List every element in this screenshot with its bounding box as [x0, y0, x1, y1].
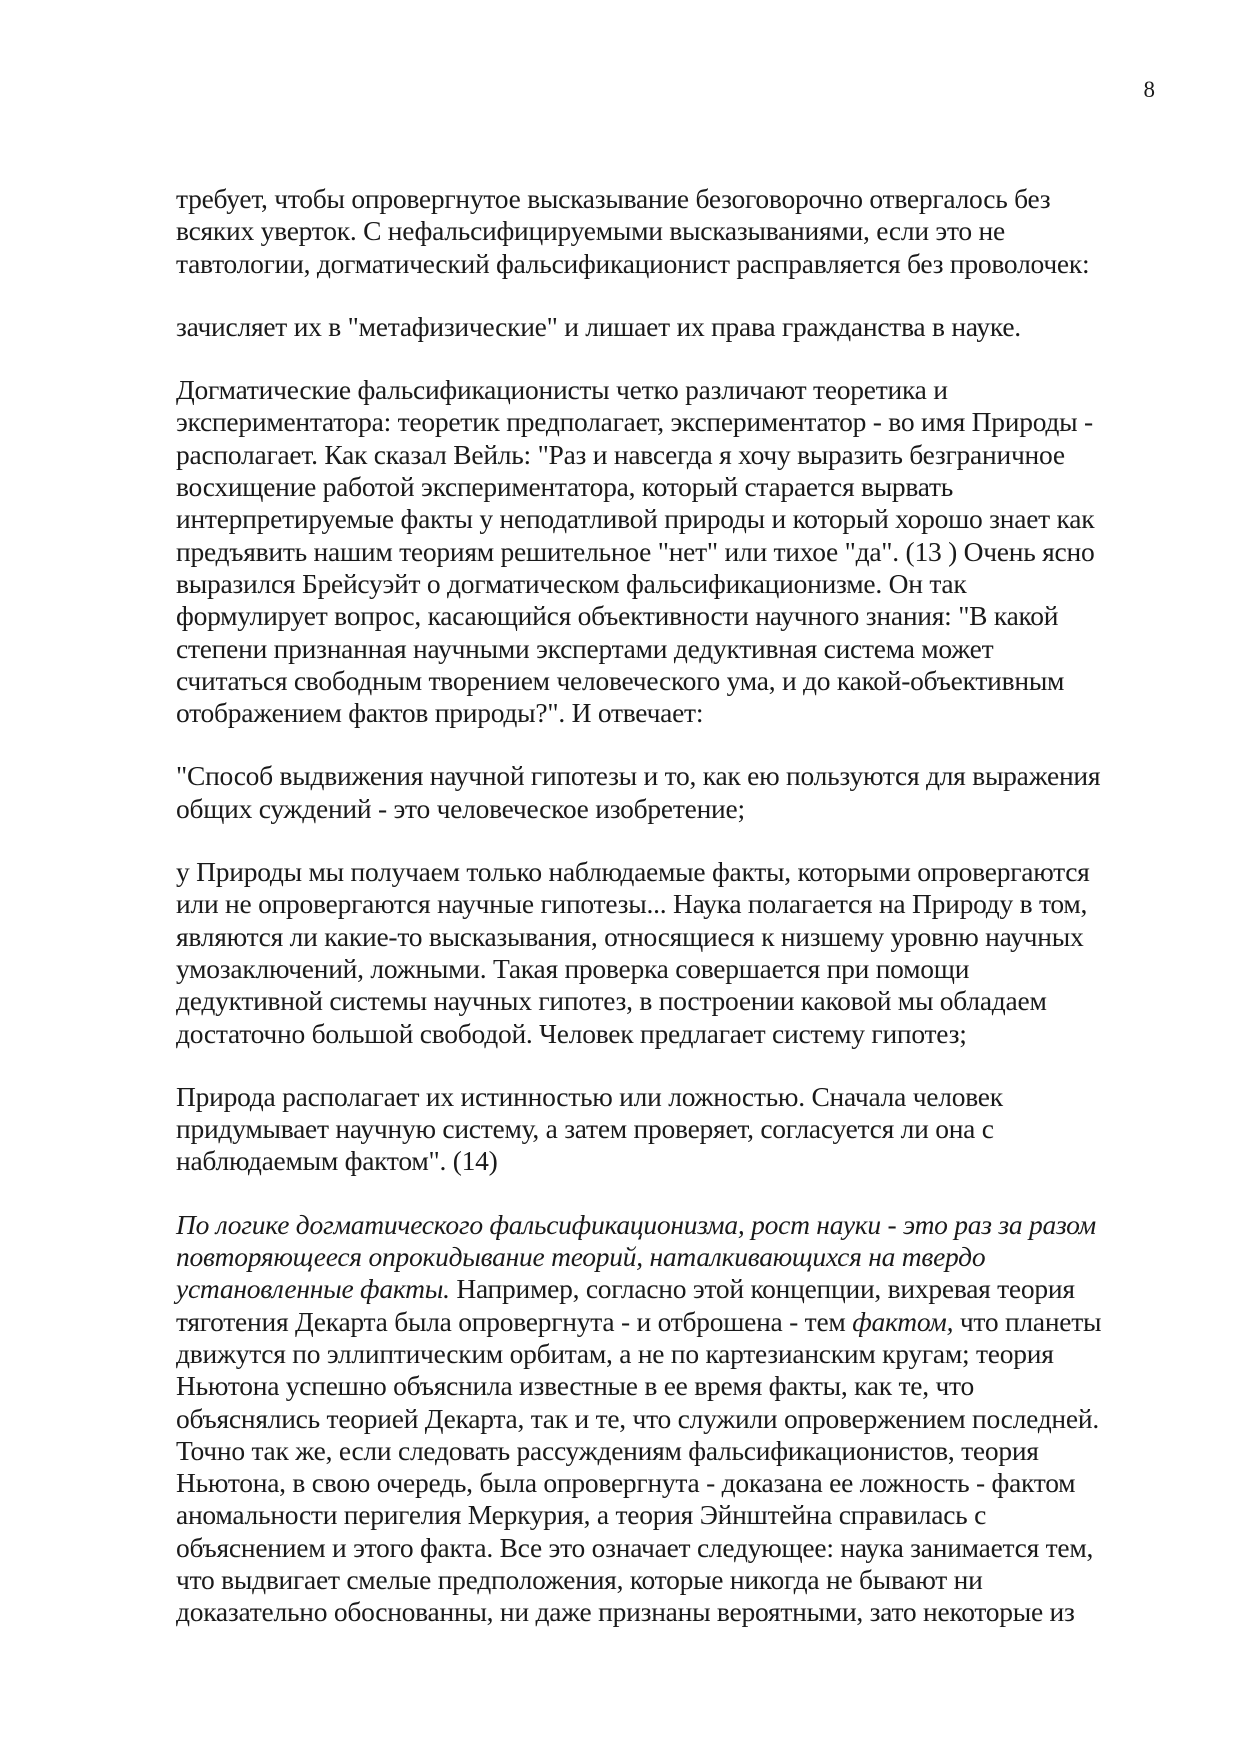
- text-span: формулирует вопрос, касающийся объективности научного знания: "В какой: [176, 600, 1059, 632]
- text-span: умозаключений, ложными. Такая проверка совершается при помощи: [176, 952, 970, 984]
- text-span: выразился Брейсуэйт о догматическом фальсификационизме. Он так: [176, 567, 967, 599]
- text-span: доказательно обоснованны, ни даже признаны вероятными, зато некоторые из: [176, 1596, 1075, 1628]
- text-line: [176, 503, 1168, 535]
- text-line: [176, 760, 1168, 792]
- text-line: [176, 215, 1168, 247]
- text-line: [176, 1081, 1168, 1113]
- paragraph: [176, 183, 1168, 280]
- text-line: [176, 921, 1168, 953]
- text-span: или не опровергаются научные гипотезы... Наука полагается на Природу в том,: [176, 888, 1088, 920]
- paragraph: [176, 311, 1168, 343]
- text-line: [176, 600, 1168, 632]
- text-span: Ньютона, в свою очередь, была опровергнута - доказана ее ложность - фактом: [176, 1467, 1076, 1499]
- text-span: объяснялись теорией Декарта, так и те, что служили опровержением последней.: [176, 1402, 1099, 1434]
- text-line: [176, 633, 1168, 665]
- text-line: [176, 1273, 1168, 1305]
- text-span: предъявить нашим теориям решительное "нет" или тихое "да". (13 ) Очень ясно: [176, 535, 1095, 567]
- text-line: [176, 406, 1168, 438]
- text-line: [176, 1145, 1168, 1177]
- text-line: [176, 536, 1168, 568]
- text-line: [176, 374, 1168, 406]
- text-line: [176, 471, 1168, 503]
- text-span: располагает. Как сказал Вейль: "Раз и навсегда я хочу выразить безграничное: [176, 438, 1065, 470]
- text-span: придумывает научную систему, а затем проверяет, согласуется ли она с: [176, 1113, 994, 1145]
- text-span: что выдвигает смелые предположения, которые никогда не бывают ни: [176, 1563, 983, 1595]
- text-span: зачисляет их в "метафизические" и лишает их права гражданства в науке.: [176, 310, 1021, 342]
- text-span: тяготения Декарта была опровергнута - и отброшена - тем: [176, 1305, 853, 1337]
- text-line: [176, 1499, 1168, 1531]
- text-span: наблюдаемым фактом". (14): [176, 1145, 498, 1177]
- text-line: [176, 248, 1168, 280]
- text-line: [176, 1532, 1168, 1564]
- text-span: что планеты: [953, 1305, 1102, 1337]
- text-span: Догматические фальсификационисты четко различают теоретика и: [176, 374, 948, 406]
- text-span: считаться свободным творением человеческого ума, и до какой-объективным: [176, 664, 1065, 696]
- text-span: экспериментатора: теоретик предполагает, экспериментатор - во имя Природы -: [176, 406, 1093, 438]
- text-span: движутся по эллиптическим орбитам, а не по картезианским кругам; теория: [176, 1337, 1054, 1369]
- text-line: [176, 1403, 1168, 1435]
- paragraph: [176, 1209, 1168, 1629]
- text-span: требует, чтобы опровергнутое высказывание безоговорочно отвергалось без: [176, 183, 1051, 214]
- text-line: [176, 1338, 1168, 1370]
- text-span: отображением фактов природы?". И отвечает:: [176, 697, 704, 729]
- text-span: Ньютона успешно объяснила известные в ее время факты, как те, что: [176, 1370, 974, 1402]
- text-line: [176, 1596, 1168, 1628]
- text-line: [176, 439, 1168, 471]
- text-line: [176, 953, 1168, 985]
- text-line: [176, 1435, 1168, 1467]
- text-line: [176, 665, 1168, 697]
- italic-text-span: установленные факты.: [176, 1273, 450, 1305]
- text-span: у Природы мы получаем только наблюдаемые факты, которыми опровергаются: [176, 856, 1090, 888]
- document-body: [176, 183, 1168, 1660]
- text-span: степени признанная научными экспертами дедуктивная система может: [176, 632, 994, 664]
- text-line: [176, 1209, 1168, 1241]
- text-span: тавтологии, догматический фальсификационист расправляется без проволочек:: [176, 247, 1090, 279]
- text-line: [176, 985, 1168, 1017]
- page-number: 8: [1143, 77, 1155, 102]
- paragraph: [176, 374, 1168, 729]
- italic-text-span: По логике догматического фальсификационизма, рост науки - это раз за разом: [176, 1208, 1096, 1240]
- italic-text-span: повторяющееся опрокидывание теорий, наталкивающихся на твердо: [176, 1241, 986, 1273]
- text-span: дедуктивной системы научных гипотез, в построении каковой мы обладаем: [176, 985, 1047, 1017]
- text-span: достаточно большой свободой. Человек предлагает систему гипотез;: [176, 1017, 967, 1049]
- text-line: [176, 568, 1168, 600]
- paragraph: [176, 1081, 1168, 1178]
- text-line: [176, 888, 1168, 920]
- text-line: [176, 1306, 1168, 1338]
- text-line: [176, 793, 1168, 825]
- text-line: [176, 697, 1168, 729]
- paragraph: [176, 856, 1168, 1050]
- text-span: "Способ выдвижения научной гипотезы и то, как ею пользуются для выражения: [176, 760, 1101, 792]
- text-line: [176, 183, 1168, 215]
- text-line: [176, 311, 1168, 343]
- text-line: [176, 1241, 1168, 1273]
- text-line: [176, 856, 1168, 888]
- text-line: [176, 1370, 1168, 1402]
- text-span: являются ли какие-то высказывания, относящиеся к низшему уровню научных: [176, 920, 1084, 952]
- text-span: Природа располагает их истинностью или ложностью. Сначала человек: [176, 1080, 1003, 1112]
- text-span: Например, согласно этой концепции, вихревая теория: [449, 1273, 1075, 1305]
- text-line: [176, 1018, 1168, 1050]
- text-span: Точно так же, если следовать рассуждениям фальсификационистов, теория: [176, 1434, 1039, 1466]
- text-span: интерпретируемые факты у неподатливой природы и который хорошо знает как: [176, 503, 1095, 535]
- text-span: общих суждений - это человеческое изобретение;: [176, 792, 745, 824]
- text-span: восхищение работой экспериментатора, который старается вырвать: [176, 471, 954, 503]
- text-line: [176, 1564, 1168, 1596]
- text-line: [176, 1113, 1168, 1145]
- text-span: аномальности перигелия Меркурия, а теория Эйнштейна справилась с: [176, 1499, 987, 1531]
- paragraph: [176, 760, 1168, 825]
- text-span: объяснением и этого факта. Все это означает следующее: наука занимается тем,: [176, 1531, 1094, 1563]
- text-span: всяких уверток. С нефальсифицируемыми высказываниями, если это не: [176, 215, 1005, 247]
- italic-text-span: фактом,: [852, 1305, 954, 1337]
- text-line: [176, 1467, 1168, 1499]
